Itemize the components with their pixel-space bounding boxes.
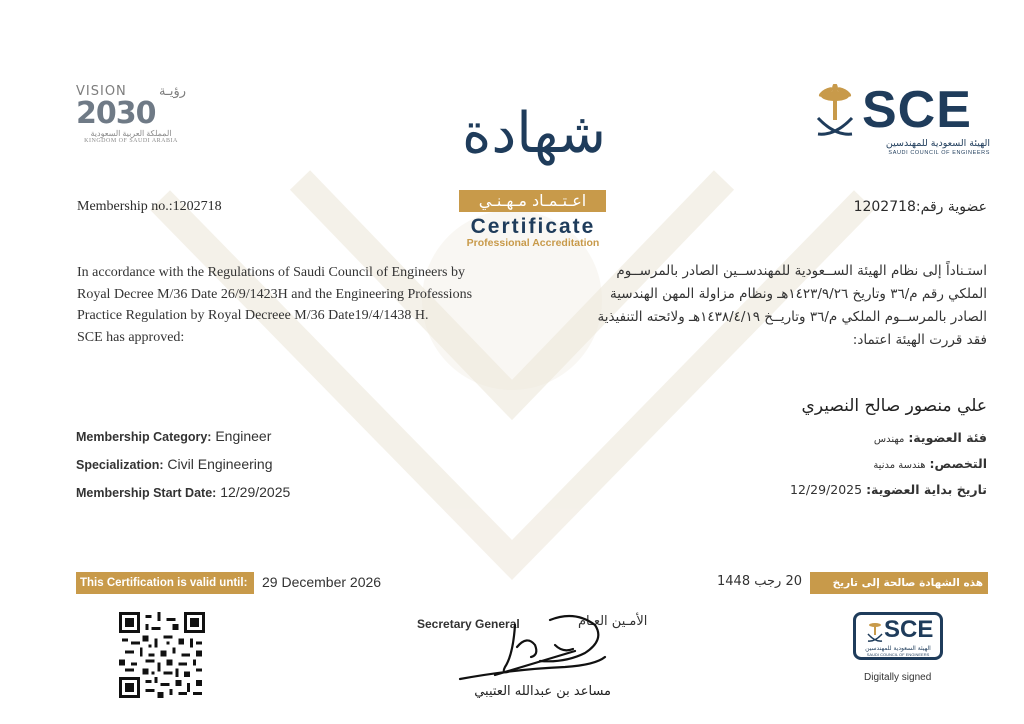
membership-category-label-ar: فئة العضوية:: [908, 430, 987, 445]
certificate-title: Certificate: [470, 215, 596, 238]
vision-year: 2030: [76, 96, 156, 131]
membership-start-date-label-ar: تاريخ بداية العضوية:: [866, 482, 987, 497]
specialization-en: [76, 456, 272, 472]
specialization-label-ar: التخصص:: [929, 456, 987, 471]
approval-line-ar: الملكي رقم م/٣٦ وتاريخ ١٤٢٣/٩/٢٦هـ ونظام مزاولة المهن الهندسية: [609, 286, 987, 302]
approval-line-ar: استـناداً إلى نظام الهيئة الســعودية للمهندســين الصادر بالمرســوم: [616, 263, 987, 279]
accreditation-banner: اعـتـمـاد مـهـنـي: [459, 190, 606, 212]
approval-line-ar: الصادر بالمرســوم الملكي م/٣٦ وتاريــخ ١٤٣٨/٤/١٩هـ ولائحته التنفيذية: [597, 309, 987, 325]
approval-line-en: Royal Decree M/36 Date 26/9/1423H and the Engineering Professions: [77, 286, 473, 302]
qr-code[interactable]: [118, 612, 206, 698]
sce-name-ar: الهيئة السعودية للمهندسين: [885, 138, 990, 149]
sce-logo: [812, 81, 992, 156]
approval-line-en: SCE has approved:: [77, 329, 185, 345]
secretary-general-name: مساعد بن عبدالله العتيبي: [474, 684, 611, 699]
approval-line-en: In accordance with the Regulations of Saudi Council of Engineers by: [77, 265, 466, 280]
membership-category-en: [76, 428, 271, 444]
validity-date-en: 29 December 2026: [262, 574, 382, 590]
vision-country-en: KINGDOM OF SAUDI ARABIA: [84, 138, 178, 144]
specialization-value: Civil Engineering: [167, 456, 273, 472]
handwritten-signature: [455, 605, 615, 685]
vision-word: VISION: [76, 84, 127, 99]
digitally-signed-label: Digitally signed: [864, 672, 932, 683]
secretary-general-title-en: Secretary General: [417, 617, 520, 631]
validity-label-en: This Certification is valid until:: [76, 572, 254, 594]
holder-name: علي منصور صالح النصيري: [801, 396, 987, 416]
approval-line-ar: فقد قررت الهيئة اعتماد:: [852, 332, 987, 348]
membership-start-date-label: Membership Start Date:: [76, 486, 217, 500]
approval-paragraph-en: [77, 262, 517, 348]
sce-letters: SCE: [862, 81, 972, 139]
membership-start-date-ar: [790, 482, 987, 497]
membership-category-value: Engineer: [215, 428, 272, 444]
stamp-name-en: SAUDI COUNCIL OF ENGINEERS: [866, 652, 930, 657]
vision-country-ar: المملكة العربية السعودية: [90, 129, 172, 138]
membership-start-date-en: [76, 484, 290, 500]
specialization-value-ar: هندسة مدنية: [873, 460, 926, 471]
validity-label-ar: هذه الشهادة صالحة إلى تاريخ: [810, 572, 988, 594]
vision-word-ar: رؤيـة: [159, 84, 186, 99]
palm-swords-emblem-icon: [866, 620, 884, 644]
membership-number-ar: عضوية رقم:1202718: [853, 199, 987, 215]
secretary-general-title-ar: الأمـين العـام: [578, 614, 648, 629]
stamp-letters: SCE: [884, 616, 934, 643]
membership-category-label: Membership Category:: [76, 430, 212, 444]
specialization-label: Specialization:: [76, 458, 164, 472]
validity-date-ar: 20 رجب 1448: [717, 574, 802, 589]
digital-stamp: [853, 612, 943, 660]
approval-paragraph-ar: [547, 260, 987, 352]
specialization-ar: [873, 456, 987, 471]
membership-start-date-value-ar: 12/29/2025: [790, 482, 863, 497]
approval-line-en: Practice Regulation by Royal Decreee M/36 Date19/4/1438 H.: [77, 308, 429, 323]
palm-swords-emblem-icon: [812, 84, 858, 140]
membership-category-ar: [874, 430, 987, 445]
certificate-title-arabic: شهادة: [462, 101, 607, 166]
membership-category-value-ar: مهندس: [873, 434, 905, 445]
membership-number-en: Membership no.:1202718: [77, 199, 222, 214]
stamp-name-ar: الهيئة السعودية للمهندسين: [865, 645, 931, 652]
certificate-subtitle: Professional Accreditation: [466, 237, 600, 249]
membership-start-date-value: 12/29/2025: [220, 484, 291, 500]
vision-2030-logo: [76, 84, 186, 154]
sce-name-en: SAUDI COUNCIL OF ENGINEERS: [888, 150, 990, 156]
